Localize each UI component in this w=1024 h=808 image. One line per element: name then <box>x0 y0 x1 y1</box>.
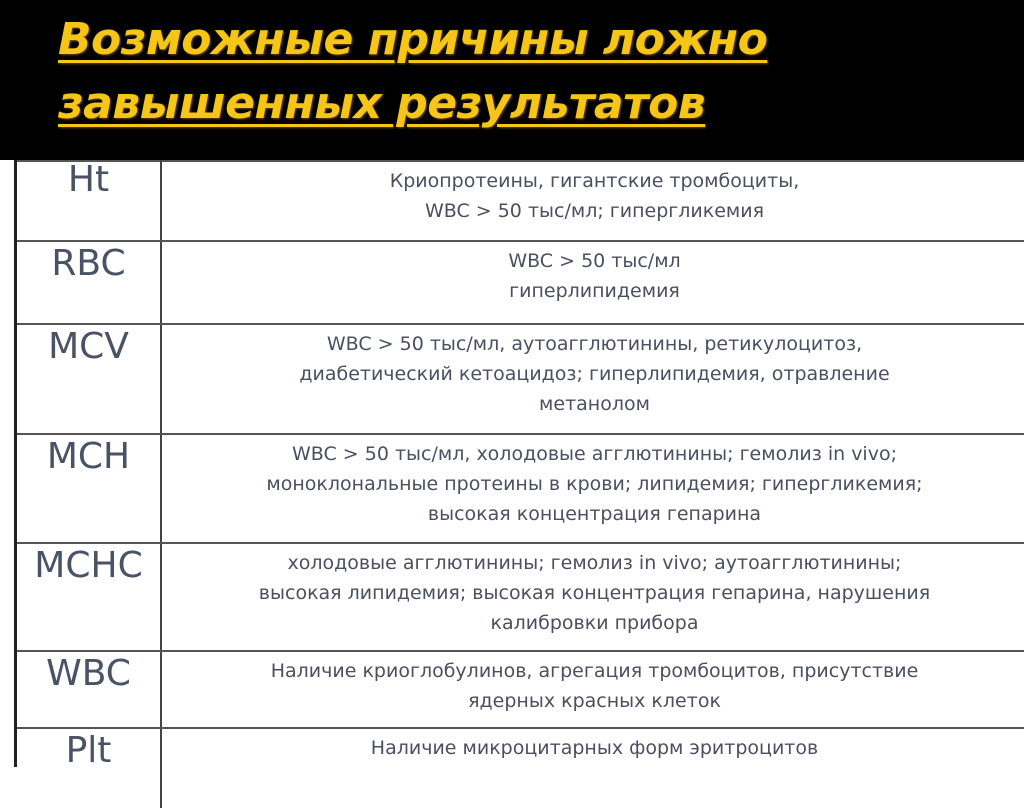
causes-cell <box>161 651 1024 728</box>
title-banner <box>0 0 1024 160</box>
cause-line: Наличие микроцитарных форм эритроцитов <box>370 737 819 759</box>
cause-line: WBC > 50 тыс/мл; гипергликемия <box>424 200 765 222</box>
cause-line: гиперлипидемия <box>509 280 680 302</box>
cause-line: Наличие криоглобулинов, агрегация тромбоцитов, присутствие <box>270 660 919 682</box>
table-row <box>17 543 1024 651</box>
cause-line: WBC > 50 тыс/мл, холодовые агглютинины; гемолиз in vivo; <box>292 443 897 465</box>
cause-line: высокая концентрация гепарина <box>427 503 762 525</box>
table-row <box>17 434 1024 543</box>
cause-line: моноклональные протеины в крови; липидемия; гипергликемия; <box>266 473 923 495</box>
parameter-cell: MCH <box>17 434 161 543</box>
parameter-cell: MCV <box>17 324 161 434</box>
table-row <box>17 651 1024 728</box>
causes-cell <box>161 324 1024 434</box>
page-title-line-1: Возможные причины ложно <box>58 14 768 65</box>
page-title-line-2: завышенных результатов <box>58 78 706 129</box>
cause-line: калибровки прибора <box>490 612 699 634</box>
causes-cell <box>161 241 1024 324</box>
parameter-cell: RBC <box>17 241 161 324</box>
cause-line: холодовые агглютинины; гемолиз in vivo; аутоагглютинины; <box>287 552 902 574</box>
causes-cell <box>161 543 1024 651</box>
cause-line: диабетический кетоацидоз; гиперлипидемия, отравление <box>299 363 890 385</box>
cause-line: ядерных красных клеток <box>468 690 721 712</box>
parameter-cell: MCHC <box>17 543 161 651</box>
causes-cell <box>161 728 1024 808</box>
cause-line: WBC > 50 тыс/мл, аутоагглютинины, ретикулоцитоз, <box>326 333 863 355</box>
table-row <box>17 161 1024 241</box>
cause-line: WBC > 50 тыс/мл <box>508 250 681 272</box>
table-row <box>17 728 1024 808</box>
table-row <box>17 324 1024 434</box>
parameter-cell: Ht <box>17 161 161 241</box>
parameter-cell: WBC <box>17 651 161 728</box>
causes-cell <box>161 434 1024 543</box>
cause-line: высокая липидемия; высокая концентрация гепарина, нарушения <box>258 582 931 604</box>
table-row <box>17 241 1024 324</box>
causes-table <box>14 159 1024 771</box>
cause-line: метанолом <box>539 393 650 415</box>
parameter-cell: Plt <box>17 728 161 808</box>
cause-line: Криопротеины, гигантские тромбоциты, <box>389 170 800 192</box>
causes-cell <box>161 161 1024 241</box>
